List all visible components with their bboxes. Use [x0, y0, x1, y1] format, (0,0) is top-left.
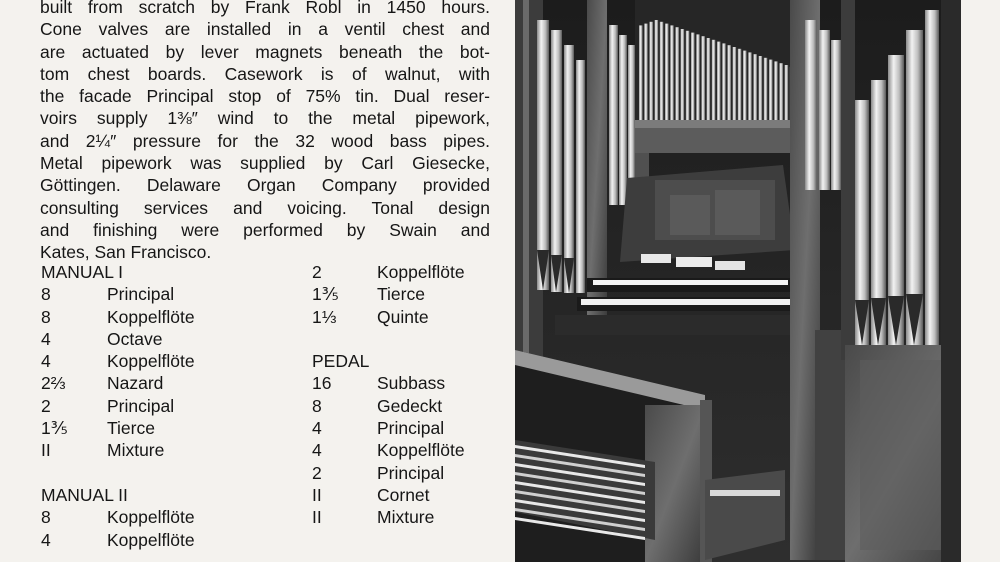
stop-row: [312, 462, 465, 484]
stop-footage: 1⅓: [312, 306, 337, 327]
pipe: [727, 45, 731, 122]
stop-name: Subbass: [377, 373, 446, 394]
pipe: [753, 54, 757, 122]
pipe: [712, 40, 716, 122]
stop-footage: 2⅔: [41, 373, 66, 394]
pipe: [701, 36, 705, 122]
stop-name: Mixture: [377, 507, 435, 528]
pipe: [655, 20, 659, 122]
stop-footage: 4: [312, 418, 322, 439]
stop-row: [41, 529, 195, 551]
pipe: [639, 25, 643, 122]
article-line: consulting services and voicing. Tonal design: [40, 197, 490, 218]
stop-footage: 8: [312, 395, 322, 416]
manual-1-heading: MANUAL I: [41, 262, 124, 282]
article-line: the facade Principal stop of 75% tin. Dual reser-: [40, 86, 490, 107]
manual-2-heading: MANUAL II: [41, 484, 128, 505]
stop-row: [41, 439, 195, 461]
stop-name: Mixture: [107, 440, 165, 461]
pipe: [660, 22, 664, 122]
stop-name: Koppelflöte: [107, 507, 195, 528]
article-line: Kates, San Francisco.: [40, 242, 212, 263]
article-line: and 2¼″ pressure for the 32 wood bass pipes.: [40, 130, 490, 151]
stop-row: [312, 439, 465, 461]
stop-footage: 4: [41, 328, 51, 349]
stop-footage: 4: [41, 351, 51, 372]
pedal-heading: PEDAL: [312, 351, 370, 372]
pipe: [779, 63, 783, 122]
article-line: built from scratch by Frank Robl in 1450 hours.: [40, 0, 490, 17]
organ-photo: [515, 0, 970, 562]
pipe: [644, 24, 648, 122]
stop-footage: 8: [41, 306, 51, 327]
stop-row: [41, 372, 195, 394]
stop-row: [41, 306, 195, 328]
stop-row: [41, 395, 195, 417]
pipe: [738, 49, 742, 122]
stop-row: [41, 328, 195, 350]
stop-row: [312, 506, 465, 528]
pipe: [748, 52, 752, 122]
stop-name: Principal: [377, 462, 445, 483]
pipe: [769, 60, 773, 122]
stop-name: Tierce: [107, 418, 155, 439]
stop-row: [312, 306, 465, 328]
pipe: [733, 47, 737, 122]
stoplist-left-column: [41, 261, 195, 551]
stop-row: [41, 283, 195, 305]
stop-footage: 4: [41, 529, 51, 550]
pipe: [774, 61, 778, 122]
stop-footage: II: [41, 440, 51, 461]
article-line: tom chest boards. Casework is of walnut, with: [40, 63, 490, 84]
stop-row: [312, 417, 465, 439]
stop-row: [312, 484, 465, 506]
stop-row: [41, 350, 195, 372]
pipe: [717, 42, 721, 122]
stop-name: Cornet: [377, 484, 430, 505]
article-line: and finishing were performed by Swain and: [40, 219, 490, 240]
stop-name: Principal: [107, 284, 175, 305]
stop-name: Tierce: [377, 284, 425, 305]
stop-name: Nazard: [107, 373, 164, 394]
pipe: [707, 38, 711, 122]
stop-row: [312, 395, 465, 417]
stop-name: Principal: [377, 418, 445, 439]
stop-row: [312, 372, 465, 394]
stop-name: Koppelflöte: [107, 351, 195, 372]
stop-footage: 1⅗: [312, 284, 339, 305]
pipe: [681, 29, 685, 122]
article-line: Göttingen. Delaware Organ Company provided: [40, 175, 490, 196]
article-line: voirs supply 1⅜″ wind to the metal pipework,: [40, 108, 490, 129]
left-pipe-flat: [537, 20, 585, 293]
stop-footage: II: [312, 507, 322, 528]
stop-row: [41, 506, 195, 528]
center-pipe-array: [635, 0, 795, 153]
stop-name: Koppelflöte: [107, 306, 195, 327]
stop-name: Quinte: [377, 306, 429, 327]
pipe: [675, 27, 679, 122]
stop-row: [312, 283, 465, 305]
stop-footage: 2: [41, 395, 51, 416]
stop-footage: 8: [41, 507, 51, 528]
pipe: [785, 65, 789, 122]
pipe: [764, 58, 768, 122]
stop-footage: 4: [312, 440, 322, 461]
pipe: [696, 34, 700, 122]
stop-footage: 16: [312, 373, 332, 394]
stop-row: [312, 261, 465, 283]
stoplist-right-column: [312, 261, 465, 529]
stop-name: Koppelflöte: [377, 262, 465, 282]
stop-row: [41, 417, 195, 439]
article-line: Cone valves are installed in a ventil chest and: [40, 19, 490, 40]
stop-footage: 2: [312, 462, 322, 483]
pipe: [722, 43, 726, 122]
stop-name: Koppelflöte: [377, 440, 465, 461]
article-paragraph: [40, 0, 490, 264]
stop-name: Gedeckt: [377, 395, 443, 416]
stop-footage: 8: [41, 284, 51, 305]
pipe: [759, 56, 763, 122]
pipe: [743, 51, 747, 122]
stop-name: Koppelflöte: [107, 529, 195, 550]
pipe: [665, 24, 669, 122]
pipe: [649, 22, 653, 122]
stop-footage: 1⅗: [41, 418, 68, 439]
stop-name: Principal: [107, 395, 175, 416]
pipe: [670, 25, 674, 122]
stop-name: Octave: [107, 328, 163, 349]
stop-footage: II: [312, 484, 322, 505]
pipe: [686, 31, 690, 122]
article-line: are actuated by lever magnets beneath the bot-: [40, 41, 490, 62]
article-line: Metal pipework was supplied by Carl Giesecke,: [40, 153, 490, 174]
pipe: [691, 33, 695, 122]
stop-footage: 2: [312, 262, 322, 282]
